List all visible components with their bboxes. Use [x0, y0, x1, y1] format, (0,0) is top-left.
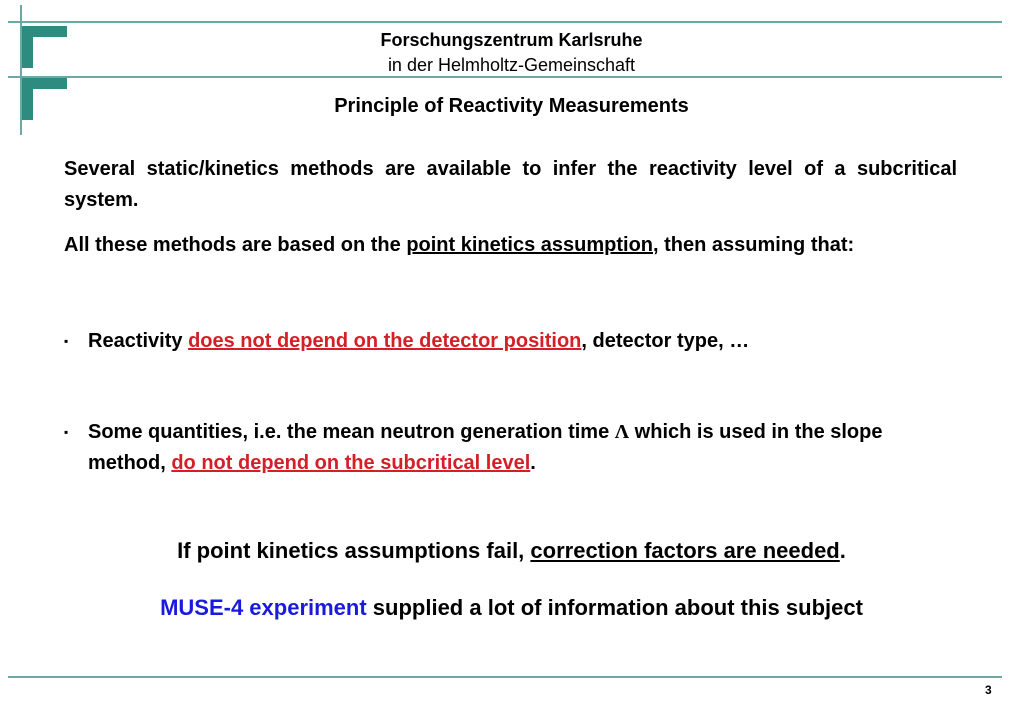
paragraph-assumption-tail: , then assuming that: [653, 234, 855, 256]
bullet-quantities [64, 417, 957, 479]
bullet-quantities-tail: . [530, 452, 536, 474]
paragraph-assumption-lead: All these methods are based on the [64, 234, 407, 256]
muse-line-rest: supplied a lot of information about this subject [366, 595, 863, 620]
institution-name: Forschungszentrum Karlsruhe [380, 30, 643, 50]
bullet-reactivity-tail: , detector type, … [581, 330, 750, 352]
conclusion-tail: . [839, 538, 846, 563]
bullet-reactivity-highlight: does not depend on the detector position [188, 330, 582, 352]
bullet-quantities-highlight: do not depend on the subcritical level [171, 452, 531, 474]
bullet-reactivity [64, 326, 957, 357]
header-top-rule [8, 21, 1002, 23]
logo-bar-bottom-horizontal [22, 78, 67, 89]
lambda-symbol: Λ [614, 421, 630, 443]
bullet-quantities-lead: Some quantities, i.e. the mean neutron generation time [88, 421, 615, 443]
page-number: 3 [985, 683, 992, 697]
square-bullet-icon: ▪ [64, 334, 69, 348]
header-bottom-rule [8, 76, 1002, 78]
conclusion-lead: If point kinetics assumptions fail, [177, 538, 531, 563]
paragraph-methods: Several static/kinetics methods are available to infer the reactivity level of a subcritical system. [64, 158, 957, 211]
slide-title: Principle of Reactivity Measurements [334, 95, 689, 117]
square-bullet-icon: ▪ [64, 425, 69, 439]
muse-experiment-name: MUSE-4 experiment [160, 595, 367, 620]
muse-line [0, 595, 1023, 621]
point-kinetics-term: point kinetics assumption [406, 234, 654, 256]
paragraph-assumption [64, 230, 957, 261]
institution-association: in der Helmholtz-Gemeinschaft [387, 55, 636, 75]
bullet-quantities-middle: which is used in the slope method, [88, 421, 883, 474]
footer-rule [8, 676, 1002, 678]
correction-factors-term: correction factors are needed [530, 538, 840, 563]
conclusion-line [0, 538, 1023, 564]
bullet-reactivity-lead: Reactivity [88, 330, 189, 352]
